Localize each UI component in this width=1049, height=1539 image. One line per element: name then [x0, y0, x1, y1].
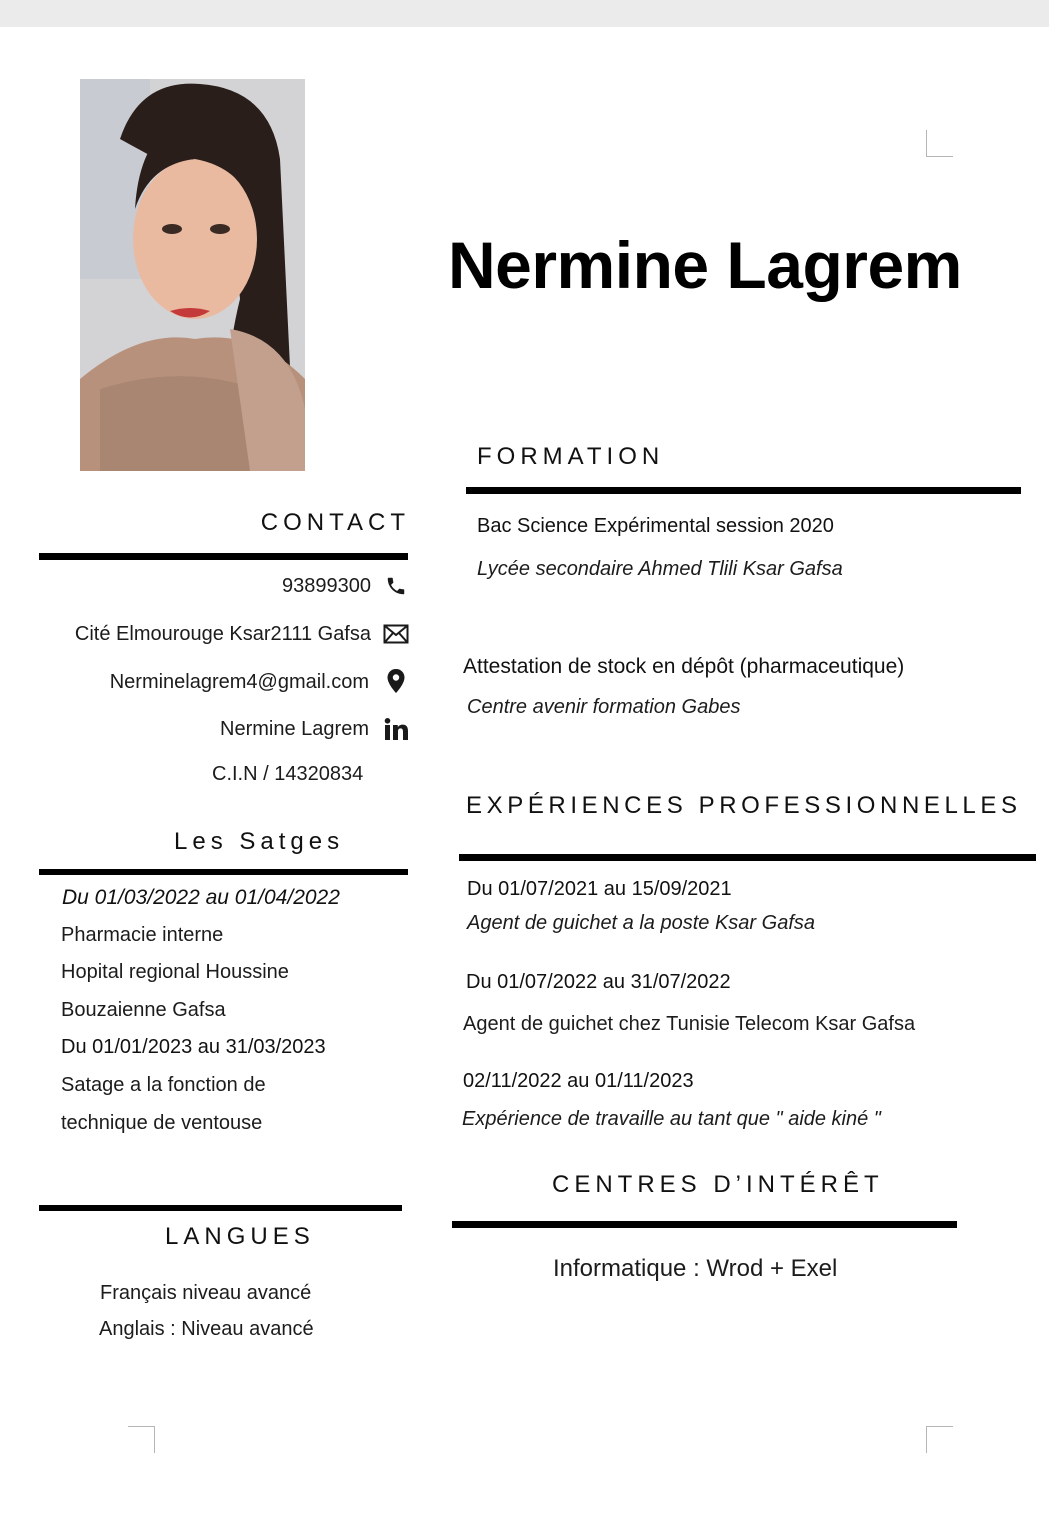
formation-2-heading: Attestation de stock en dépôt (pharmaceutique) — [463, 655, 905, 678]
corner-mark-bottom-left — [128, 1426, 155, 1453]
experience-2-date: Du 01/07/2022 au 31/07/2022 — [466, 971, 731, 993]
stages-rule — [39, 869, 408, 875]
stage-2-line-2: technique de ventouse — [61, 1112, 263, 1134]
cin-line — [212, 763, 363, 786]
formation-1-place: Lycée secondaire Ahmed Tlili Ksar Gafsa — [477, 558, 843, 580]
corner-mark-bottom-right — [926, 1426, 953, 1453]
stage-1-line-1: Pharmacie interne — [61, 924, 224, 946]
cin-value: / 14320834 — [257, 763, 364, 785]
interets-rule — [452, 1221, 957, 1228]
envelope-icon — [383, 621, 409, 647]
cin-label: C.I.N — [212, 763, 258, 785]
linkedin-icon[interactable] — [383, 716, 409, 742]
phone-icon — [383, 573, 409, 599]
experience-1-desc: Agent de guichet a la poste Ksar Gafsa — [467, 912, 815, 934]
experience-3-date: 02/11/2022 au 01/11/2023 — [463, 1070, 694, 1092]
experiences-rule — [459, 854, 1036, 861]
candidate-name: Nermine Lagrem — [448, 228, 962, 302]
stage-1-line-2: Hopital regional Houssine — [61, 961, 289, 983]
langues-title: LANGUES — [165, 1223, 315, 1250]
stages-title: Les Satges — [174, 828, 345, 855]
langues-rule — [39, 1205, 402, 1211]
contact-rule — [39, 553, 408, 560]
corner-mark-top-right — [926, 130, 953, 157]
profile-photo — [80, 79, 305, 471]
phone-number: 93899300 — [282, 575, 371, 597]
contact-title: CONTACT — [260, 509, 410, 536]
interets-text: Informatique : Wrod + Exel — [553, 1255, 838, 1282]
formation-2-place: Centre avenir formation Gabes — [467, 696, 741, 718]
stage-1-date: Du 01/03/2022 au 01/04/2022 — [62, 886, 340, 909]
stage-2-date: Du 01/01/2023 au 31/03/2023 — [61, 1036, 326, 1058]
langue-1: Français niveau avancé — [100, 1282, 312, 1304]
langue-2: Anglais : Niveau avancé — [99, 1318, 314, 1340]
formation-rule — [466, 487, 1021, 494]
linkedin-name[interactable]: Nermine Lagrem — [220, 718, 369, 740]
experiences-title: EXPÉRIENCES PROFESSIONNELLES — [466, 792, 1022, 819]
email-text[interactable]: Nerminelagrem4@gmail.com — [109, 671, 369, 693]
interets-title: CENTRES D’INTÉRÊT — [552, 1171, 884, 1198]
stage-2-line-1: Satage a la fonction de — [61, 1074, 266, 1096]
map-pin-icon — [383, 668, 409, 694]
experience-1-date: Du 01/07/2021 au 15/09/2021 — [467, 878, 732, 900]
experience-2-desc: Agent de guichet chez Tunisie Telecom Ksar Gafsa — [463, 1013, 916, 1035]
formation-1-heading: Bac Science Expérimental session 2020 — [477, 515, 834, 537]
stage-1-line-3: Bouzaienne Gafsa — [61, 999, 226, 1021]
address-text: Cité Elmourouge Ksar2111 Gafsa — [74, 623, 371, 645]
experience-3-desc: Expérience de travaille au tant que " aide kiné " — [462, 1108, 881, 1130]
formation-title: FORMATION — [477, 443, 665, 470]
cv-page — [0, 27, 1049, 1539]
